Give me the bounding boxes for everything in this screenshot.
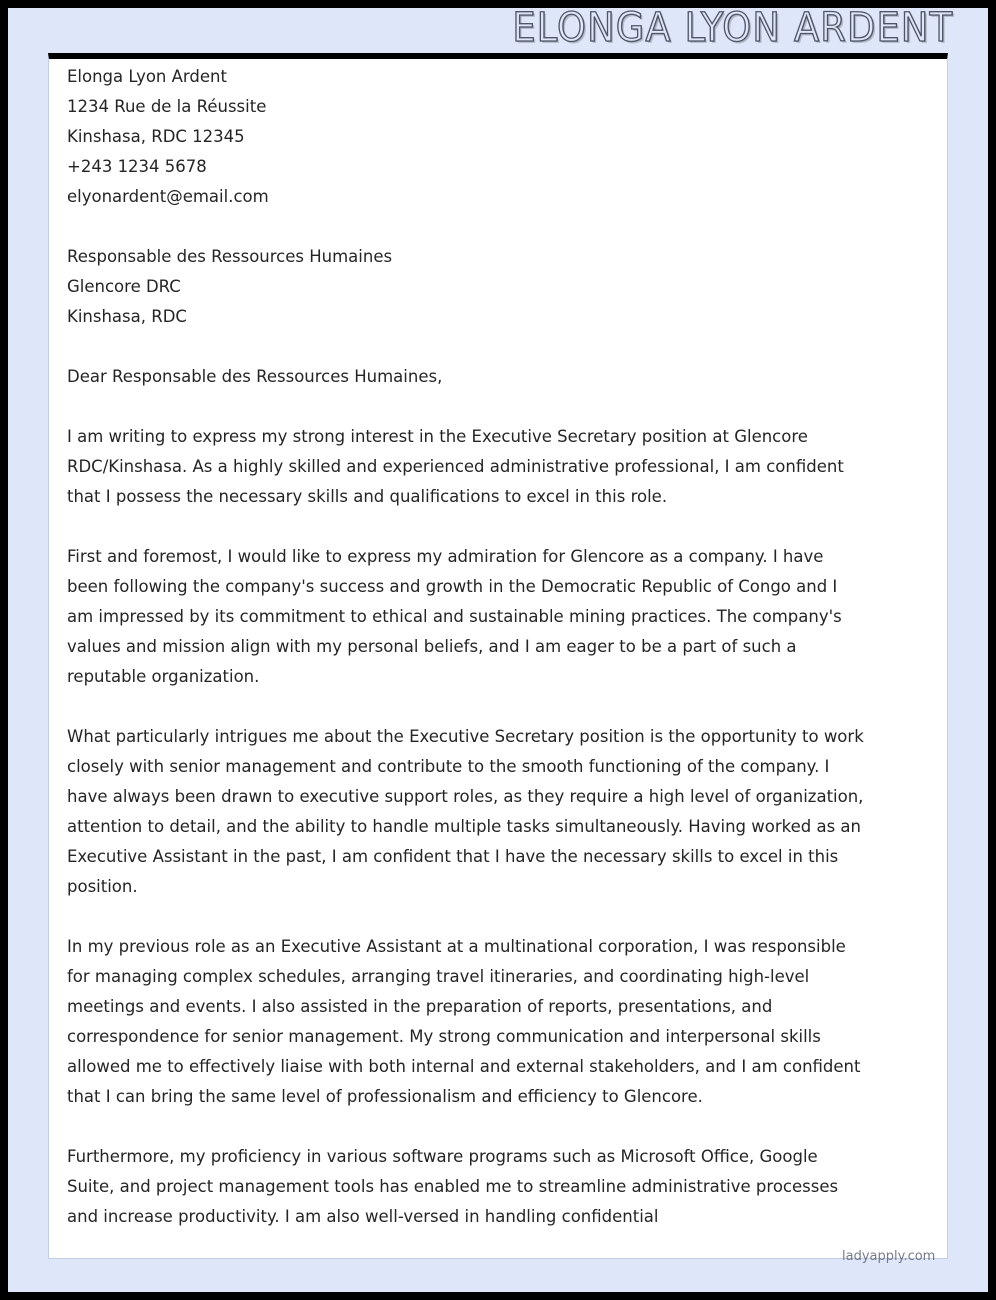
- block-spacer: [67, 512, 867, 542]
- body-paragraph: What particularly intrigues me about the Executive Secretary position is the opportunity to work closely with senior management and contribute to the smooth functioning of the company. I have always been drawn to executive support roles, as they require a high level of organization, attention to detail, and the ability to handle multiple tasks simultaneously. Having worked as an Executive Assistant in the past, I am confident that I have the necessary skills to excel in this position.: [67, 727, 864, 896]
- body-paragraph: I am writing to express my strong interest in the Executive Secretary position at Glencore RDC/Kinshasa. As a highly skilled and experienced administrative professional, I am confident that I possess the necessary skills and qualifications to excel in this role.: [67, 427, 844, 506]
- block-spacer: [67, 212, 867, 242]
- block-spacer: [67, 692, 867, 722]
- block-spacer: [67, 392, 867, 422]
- recipient-title: Responsable des Ressources Humaines: [67, 247, 393, 266]
- letterhead-band: [8, 8, 988, 53]
- sender-city: Kinshasa, RDC 12345: [67, 127, 245, 146]
- sender-name: Elonga Lyon Ardent: [67, 67, 227, 86]
- letterhead-name: ELONGA LYON ARDENT: [512, 8, 953, 51]
- recipient-city: Kinshasa, RDC: [67, 307, 187, 326]
- block-spacer: [67, 902, 867, 932]
- block-spacer: [67, 1112, 867, 1142]
- sender-street: 1234 Rue de la Réussite: [67, 97, 267, 116]
- block-spacer: [67, 332, 867, 362]
- body-paragraph: In my previous role as an Executive Assistant at a multinational corporation, I was responsible for managing complex schedules, arranging travel itineraries, and coordinating high-level meetings and events. I also assisted in the preparation of reports, presentations, and correspondence for senior management. My strong communication and interpersonal skills allowed me to effectively liaise with both internal and external stakeholders, and I am confident that I can bring the same level of professionalism and efficiency to Glencore.: [67, 937, 861, 1106]
- letter-content: [67, 62, 867, 1232]
- sender-phone: +243 1234 5678: [67, 157, 207, 176]
- recipient-company: Glencore DRC: [67, 277, 181, 296]
- document-frame: [8, 8, 988, 1292]
- body-paragraph: Furthermore, my proficiency in various software programs such as Microsoft Office, Google Suite, and project management tools has enabled me to streamline administrative processes and increase productivity. I am also well-versed in handling confidential: [67, 1147, 839, 1226]
- body-paragraph: First and foremost, I would like to express my admiration for Glencore as a company. I have been following the company's success and growth in the Democratic Republic of Congo and I am impressed by its commitment to ethical and sustainable mining practices. The company's values and mission align with my personal beliefs, and I am eager to be a part of such a reputable organization.: [67, 547, 842, 686]
- site-watermark: ladyapply.com: [842, 1249, 936, 1264]
- salutation: Dear Responsable des Ressources Humaines,: [67, 367, 443, 386]
- sender-email: elyonardent@email.com: [67, 187, 269, 206]
